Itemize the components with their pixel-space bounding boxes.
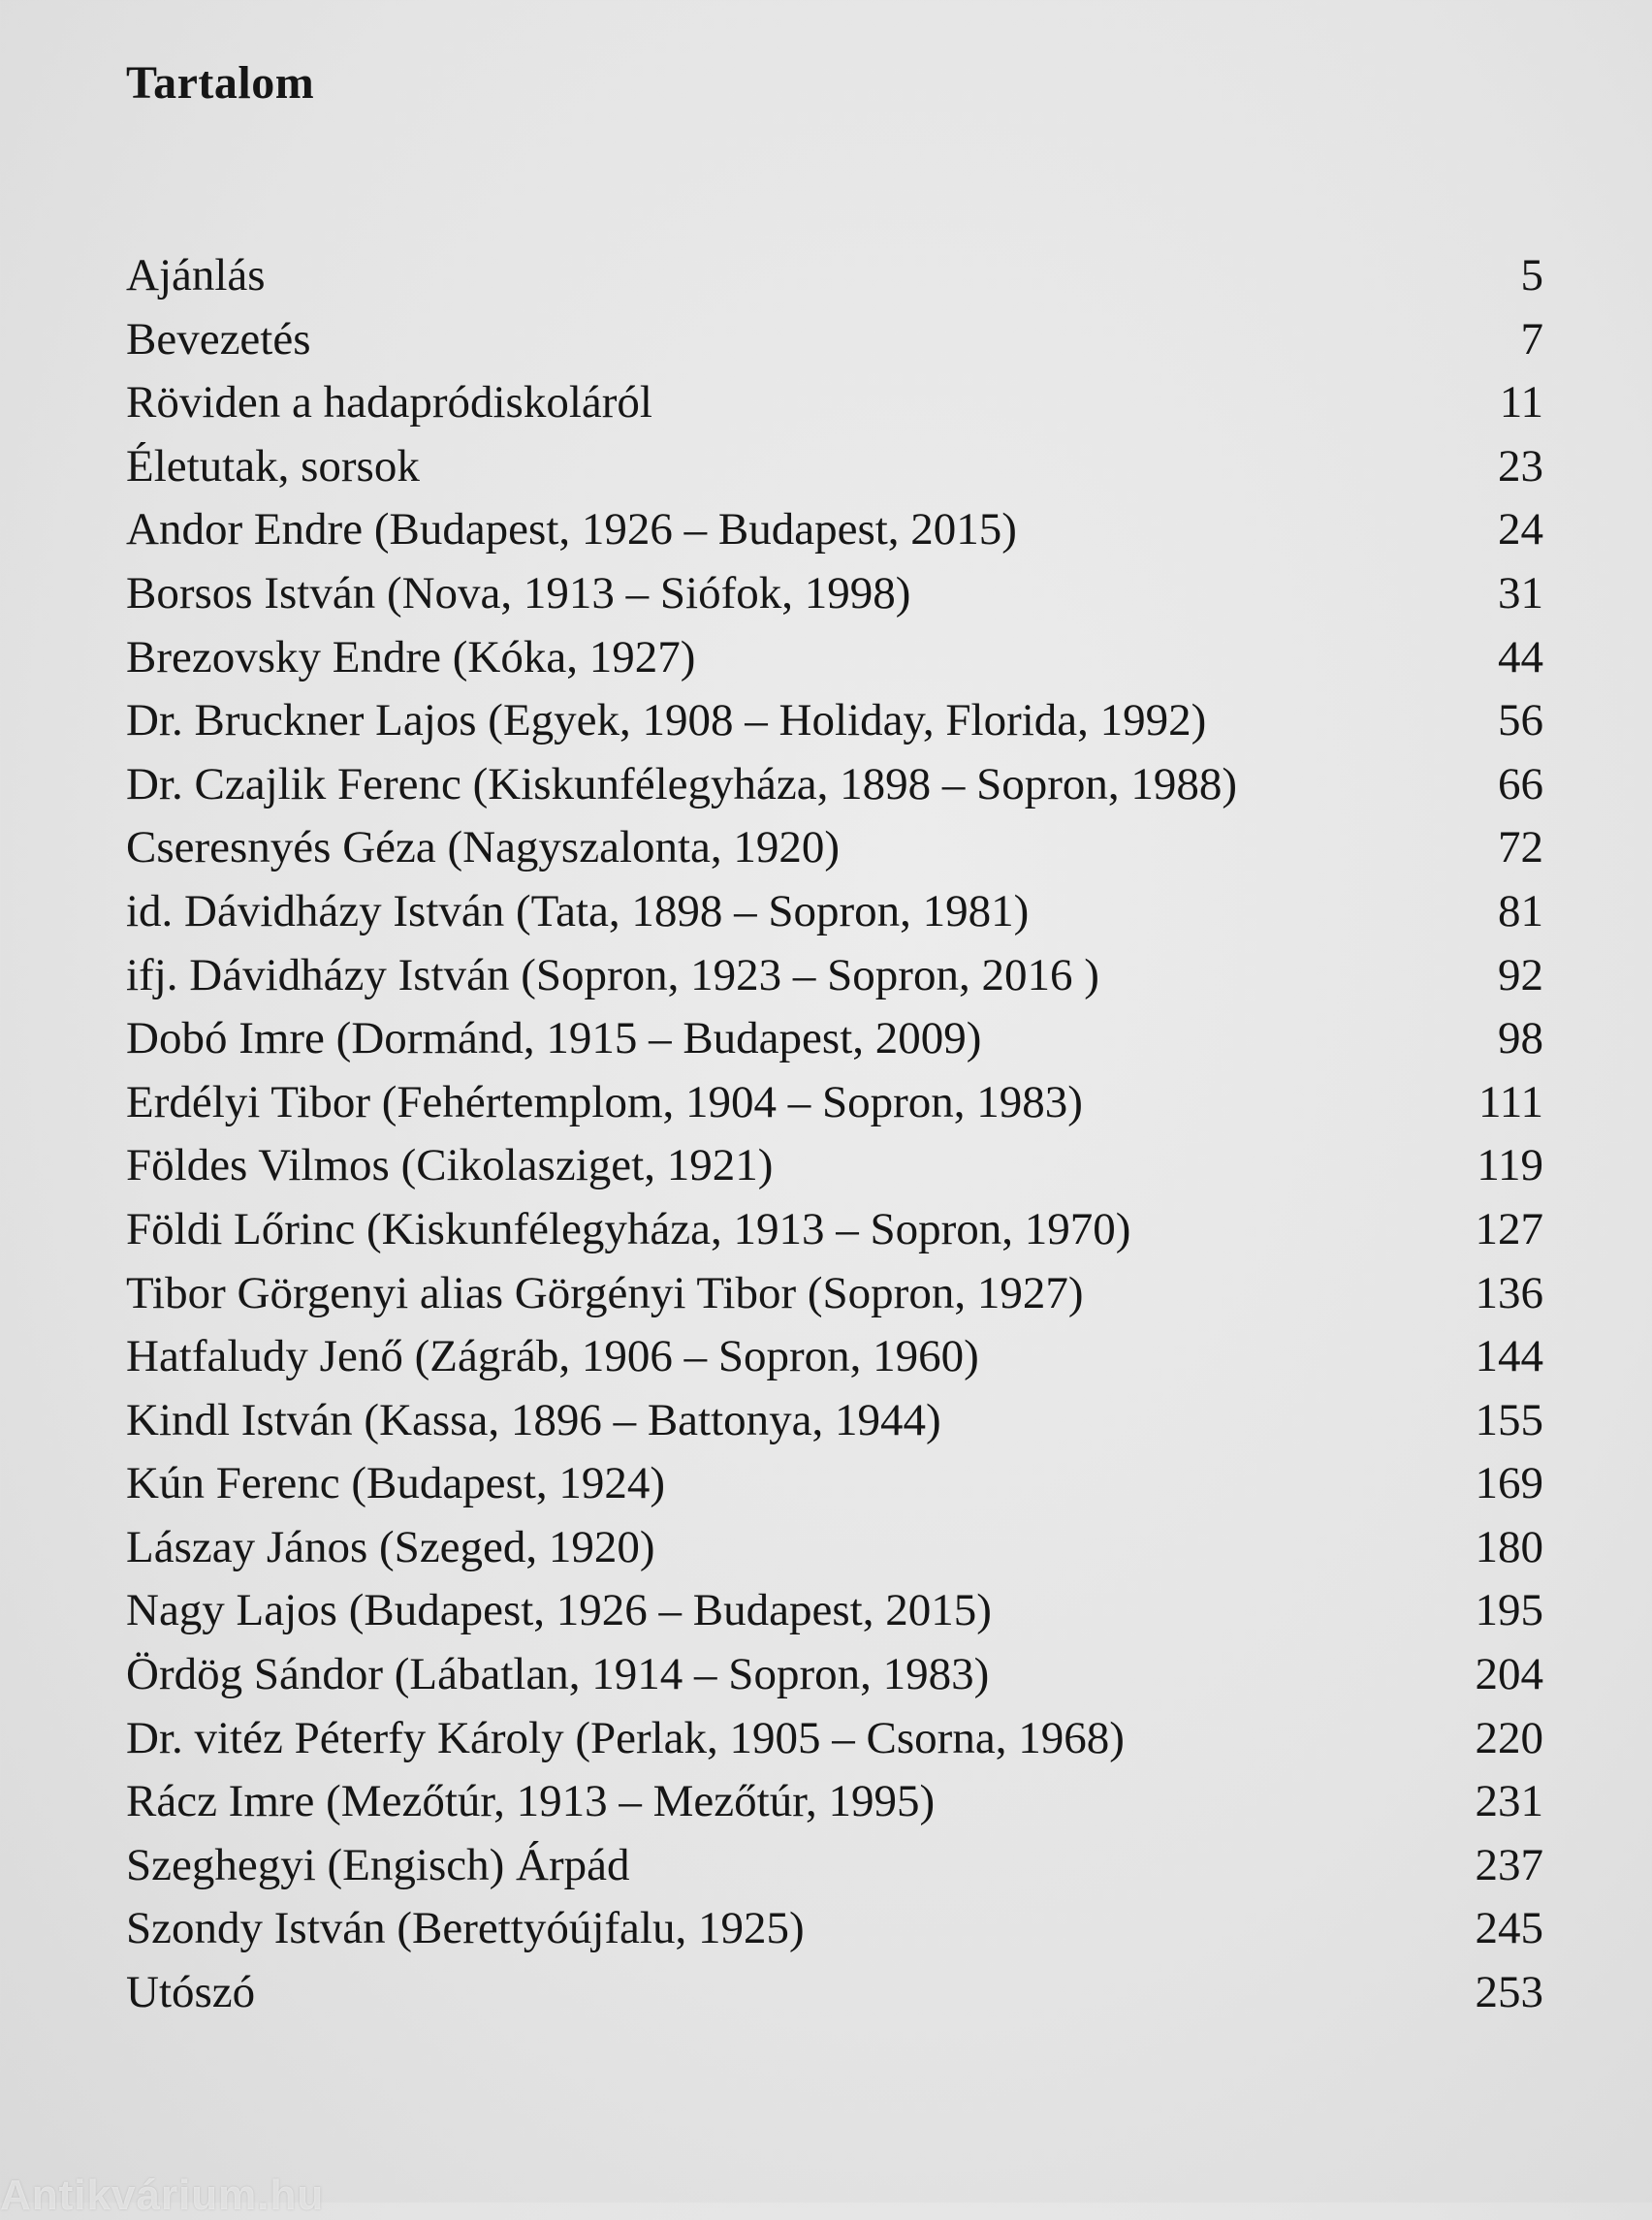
toc-entry-label: Utószó	[126, 1967, 256, 2018]
toc-entry-page-number: 220	[1475, 1712, 1543, 1763]
toc-entry	[126, 244, 1543, 308]
toc-entry-page-number: 66	[1498, 758, 1543, 809]
toc-entry-page-number: 169	[1475, 1458, 1543, 1509]
toc-entry-label: Dr. Czajlik Ferenc (Kiskunfélegyháza, 1898 – Sopron, 1988)	[126, 758, 1238, 809]
toc-entry-label: Bevezetés	[126, 313, 311, 365]
toc-entry-label: ifj. Dávidházy István (Sopron, 1923 – Sopron, 2016 )	[126, 949, 1099, 1000]
toc-entry-page-number: 44	[1498, 631, 1543, 682]
toc-entry-label: Brezovsky Endre (Kóka, 1927)	[126, 631, 696, 682]
toc-entry-page-number: 56	[1498, 695, 1543, 746]
toc-entry	[126, 1707, 1543, 1771]
toc-entry-label: Földes Vilmos (Cikolasziget, 1921)	[126, 1140, 774, 1191]
toc-entry-page-number: 92	[1498, 949, 1543, 1000]
toc-entry	[126, 816, 1543, 880]
toc-entry	[126, 1961, 1543, 2025]
toc-entry	[126, 944, 1543, 1008]
toc-entry-label: Dobó Imre (Dormánd, 1915 – Budapest, 2009)	[126, 1013, 982, 1064]
toc-entry-page-number: 144	[1475, 1331, 1543, 1382]
toc-entry-page-number: 119	[1477, 1140, 1543, 1191]
toc-entry-page-number: 155	[1475, 1394, 1543, 1445]
toc-entry	[126, 371, 1543, 435]
toc-entry-page-number: 5	[1520, 250, 1543, 301]
toc-entry-page-number: 127	[1475, 1203, 1543, 1254]
toc-entry	[126, 1071, 1543, 1135]
toc-entry-label: Cseresnyés Géza (Nagyszalonta, 1920)	[126, 822, 841, 873]
toc-entry-page-number: 7	[1520, 313, 1543, 365]
toc-entry-label: Rácz Imre (Mezőtúr, 1913 – Mezőtúr, 1995)	[126, 1776, 936, 1827]
toc-entry-page-number: 11	[1499, 377, 1543, 428]
toc-entry-page-number: 24	[1498, 504, 1543, 555]
toc-entry	[126, 1770, 1543, 1834]
toc-entry-label: Szeghegyi (Engisch) Árpád	[126, 1839, 630, 1890]
toc-entry-label: Nagy Lajos (Budapest, 1926 – Budapest, 2015)	[126, 1585, 992, 1636]
toc-entry-page-number: 72	[1498, 822, 1543, 873]
toc-entry-label: Borsos István (Nova, 1913 – Siófok, 1998)	[126, 567, 911, 618]
toc-entry	[126, 562, 1543, 626]
toc-entry-label: id. Dávidházy István (Tata, 1898 – Sopron, 1981)	[126, 885, 1030, 936]
toc-entry	[126, 435, 1543, 499]
toc-entry-page-number: 31	[1498, 567, 1543, 618]
toc-entry	[126, 498, 1543, 562]
toc-entry-page-number: 23	[1498, 440, 1543, 492]
toc-entry-page-number: 237	[1475, 1839, 1543, 1890]
toc-entry-label: Ajánlás	[126, 250, 266, 301]
toc-entry-page-number: 180	[1475, 1521, 1543, 1572]
toc-entry-label: Tibor Görgenyi alias Görgényi Tibor (Sopron, 1927)	[126, 1267, 1084, 1318]
toc-entry-page-number: 245	[1475, 1903, 1543, 1954]
table-of-contents	[126, 244, 1543, 2025]
toc-entry-label: Szondy István (Berettyóújfalu, 1925)	[126, 1903, 805, 1954]
toc-entry	[126, 1834, 1543, 1898]
toc-entry-page-number: 136	[1475, 1267, 1543, 1318]
toc-entry-label: Dr. Bruckner Lajos (Egyek, 1908 – Holiday, Florida, 1992)	[126, 695, 1207, 746]
toc-entry	[126, 1452, 1543, 1516]
toc-entry-page-number: 231	[1475, 1776, 1543, 1827]
toc-entry	[126, 1389, 1543, 1453]
toc-entry-label: Kún Ferenc (Budapest, 1924)	[126, 1458, 666, 1509]
toc-entry-page-number: 81	[1498, 885, 1543, 936]
page-title: Tartalom	[126, 57, 315, 109]
toc-entry	[126, 1134, 1543, 1198]
toc-entry	[126, 1579, 1543, 1643]
toc-entry-label: Andor Endre (Budapest, 1926 – Budapest, 2015)	[126, 504, 1017, 555]
toc-entry	[126, 1198, 1543, 1262]
toc-entry-label: Életutak, sorsok	[126, 440, 420, 492]
toc-entry	[126, 1643, 1543, 1707]
toc-entry-label: Kindl István (Kassa, 1896 – Battonya, 1944)	[126, 1394, 941, 1445]
toc-entry-page-number: 204	[1475, 1649, 1543, 1700]
toc-entry-label: Erdélyi Tibor (Fehértemplom, 1904 – Sopron, 1983)	[126, 1076, 1083, 1127]
toc-entry-page-number: 253	[1475, 1967, 1543, 2018]
toc-entry-label: Ördög Sándor (Lábatlan, 1914 – Sopron, 1983)	[126, 1649, 990, 1700]
toc-entry-page-number: 195	[1475, 1585, 1543, 1636]
toc-entry	[126, 753, 1543, 817]
toc-entry	[126, 308, 1543, 372]
toc-entry-page-number: 111	[1477, 1076, 1543, 1127]
toc-entry-label: Hatfaludy Jenő (Zágráb, 1906 – Sopron, 1960)	[126, 1331, 979, 1382]
watermark-logo: Antikvárium.hu	[0, 2172, 325, 2219]
toc-entry	[126, 1007, 1543, 1071]
toc-entry	[126, 1325, 1543, 1389]
toc-entry-label: Dr. vitéz Péterfy Károly (Perlak, 1905 – Csorna, 1968)	[126, 1712, 1125, 1763]
toc-entry	[126, 689, 1543, 753]
toc-entry-label: Lászay János (Szeged, 1920)	[126, 1521, 655, 1572]
toc-entry	[126, 1516, 1543, 1580]
toc-entry	[126, 880, 1543, 944]
toc-entry	[126, 1897, 1543, 1961]
toc-entry	[126, 1262, 1543, 1326]
toc-entry-label: Röviden a hadapródiskoláról	[126, 377, 652, 428]
toc-entry	[126, 626, 1543, 690]
toc-entry-label: Földi Lőrinc (Kiskunfélegyháza, 1913 – Sopron, 1970)	[126, 1203, 1131, 1254]
toc-entry-page-number: 98	[1498, 1013, 1543, 1064]
